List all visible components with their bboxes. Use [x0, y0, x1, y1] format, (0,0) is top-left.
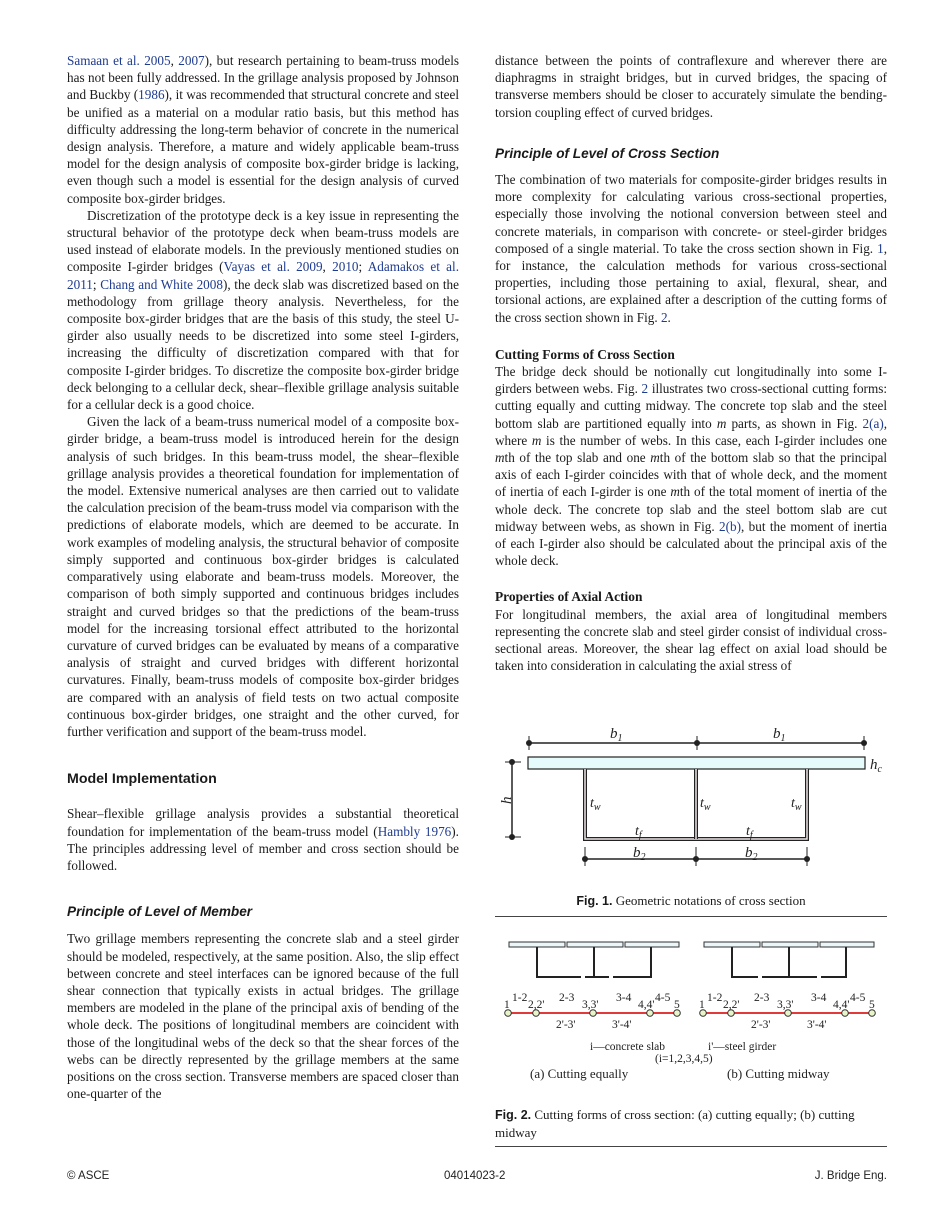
svg-text:2-3: 2-3 — [754, 992, 770, 1004]
svg-text:tw: $t_w$ — [700, 796, 711, 813]
svg-text:(b) Cutting midway: (b) Cutting midway — [727, 1066, 830, 1081]
svg-text:tw: $t_w$ — [791, 796, 802, 813]
figure-link[interactable]: 2(a) — [862, 415, 884, 431]
figure-link[interactable]: 2 — [641, 381, 649, 397]
left-column — [67, 52, 459, 1102]
footer-copyright: © ASCE — [67, 1170, 110, 1182]
svg-text:tf: $t_f$ — [635, 824, 642, 841]
figure-link[interactable]: 2(b) — [719, 518, 741, 534]
svg-text:i'—steel girder: i'—steel girder — [708, 1041, 777, 1053]
footer-journal: J. Bridge Eng. — [814, 1170, 887, 1182]
svg-text:tw: $t_w$ — [590, 796, 601, 813]
paragraph-grillage-members: Two grillage members representing the concrete slab and a steel girder should be modeled, respectively, at the same position. Also, the slip effect between concrete and steel interfaces can be ignored because of the full shear connection that typically exists in actual bridges. The grillage members are modeled in the plane of the principal axis of bending of the whole deck. The positions of longitudinal members are coincident with those of the longitudinal webs of the deck so that the shear forces of the webs can be directly represented by the grillage members at the same positions on the cross section. Transverse members are spaced closer than one-quarter of the — [67, 931, 459, 1102]
svg-text:3,3': 3,3' — [582, 999, 599, 1011]
heading-cutting-forms: Cutting Forms of Cross Section — [495, 346, 675, 362]
paragraph-combination: The combination of two materials for composite-girder bridges results in more complexity for calculating various cross-sectional properties, especially those involving the notional conversion between steel and concrete materials, in comparison with concrete- or steel-girder bridges composed of a single material. To take the cross section shown in Fig. 1, for instance, the calculation methods for various cross-sectional properties, including those pertaining to axial, flexural, shear, and torsional actions, are explained after a description of the cutting forms of the cross section shown in Fig. 2. — [495, 172, 887, 325]
svg-text:i—concrete slab: i—concrete slab — [590, 1041, 666, 1053]
svg-text:1: 1 — [699, 999, 705, 1011]
svg-text:3,3': 3,3' — [777, 999, 794, 1011]
citation-link[interactable]: 2007 — [178, 53, 205, 68]
svg-text:4-5: 4-5 — [655, 992, 671, 1004]
svg-text:(a) Cutting equally: (a) Cutting equally — [530, 1066, 629, 1081]
citation-link[interactable]: 1986 — [138, 87, 165, 103]
paragraph-transverse-continued: distance between the points of contraflexure and wherever there are diaphragms in straight bridges, but in curved bridges, the spacing of transverse members should be closer to accurately simulate the bending-torsion coupling effect of curved bridges. — [495, 53, 887, 120]
svg-text:hc: $h_c$ — [870, 757, 882, 775]
svg-text:(i=1,2,3,4,5): (i=1,2,3,4,5) — [655, 1053, 713, 1065]
heading-axial-action: Properties of Axial Action — [495, 589, 643, 605]
citation-link[interactable]: Vayas et al. 2009 — [223, 259, 323, 275]
figure-2 — [495, 935, 887, 1145]
footer-article-number: 04014023-2 — [444, 1170, 506, 1182]
svg-text:2,2': 2,2' — [528, 999, 545, 1011]
svg-text:3'-4': 3'-4' — [612, 1019, 632, 1031]
svg-text:5: 5 — [869, 999, 875, 1011]
figure-1-caption: Fig. 1. Geometric notations of cross section — [576, 893, 806, 908]
figure-1 — [495, 722, 887, 910]
paragraph-axial-action: For longitudinal members, the axial area of longitudinal members representing the concrete slab and steel girder consist of individual cross-sectional areas. Moreover, the shear lag effect on axial load should be taken into consideration in calculating the axial stress of — [495, 606, 887, 674]
svg-text:2'-3': 2'-3' — [556, 1019, 576, 1031]
citation-link[interactable]: Chang and White 2008 — [100, 276, 223, 292]
figure-1-divider — [495, 916, 887, 917]
citation-link[interactable]: Adamakos et al. 2011 — [67, 259, 460, 292]
svg-text:2,2': 2,2' — [723, 999, 740, 1011]
paragraph-given-lack: Given the lack of a beam-truss numerical model of a composite box-girder bridge, a beam-truss model is introduced herein for the design analysis of such bridges. In this beam-truss model, the shear–flexible grillage analysis provides a theoretical foundation for implementation of the model. Extensive numerical analyses are then carried out to validate the calculation precision of the beam-truss model via comparison with the predictions of elaborate models, which are deemed to be accurate. In work examples of modeling analysis, the structural behavior of composite simply supported and continuous box-girder bridges is calculated comparatively using elaborate and beam-truss models. Moreover, the comparison of both simply supported and continuous bridges includes straight and curved bridges so that the predictions of the beam-truss model for the increasing torsional effect attributed to the horizontal curvature of curved bridges can be evaluated by means of a comparative analysis of straight and curved bridges with different horizontal curvatures. Finally, beam-truss models of composite box-girder bridges are compared with an analysis of field tests on two actual composite continuous box-girder bridges, one straight and the other curved, for further verification and support of the beam-truss model. — [67, 414, 459, 739]
paragraph-cutting-forms: The bridge deck should be notionally cut longitudinally into some I-girders between webs. Fig. 2 illustrates two cross-sectional cutting forms: cutting equally and cutting midway. The concrete top slab and the steel bottom slab are partitioned equally into m parts, as shown in Fig. 2(a), where m is the number of webs. In this case, each I-girder includes one mth of the top slab and one mth of the bottom slab so that the principal axis of each I-girder coincides with that of whole deck, and the moment of inertia of each I-girder is one mth of the total moment of inertia of the whole deck. The concrete top slab and the steel bottom slab are cut midway between webs, as shown in Fig. 2(b), but the moment of inertia of each I-girder also should be calculated about the principal axis of the whole deck. — [495, 364, 888, 569]
svg-text:5: 5 — [674, 999, 680, 1011]
svg-text:1-2: 1-2 — [512, 992, 528, 1004]
svg-text:b2: $b_2$ — [745, 845, 758, 863]
figure-2-caption: Fig. 2. Cutting forms of cross section: (a) cutting equally; (b) cutting midway — [495, 1107, 855, 1140]
subheading-level-of-member: Principle of Level of Member — [67, 904, 253, 920]
figure-2-divider — [495, 1146, 887, 1147]
figure-link[interactable]: 2 — [660, 309, 668, 325]
section-heading-model-implementation: Model Implementation — [67, 771, 217, 788]
cutting-forms-diagram — [495, 935, 887, 1087]
svg-text:h: h — [499, 796, 515, 804]
svg-text:4,4': 4,4' — [638, 999, 655, 1011]
citation-link[interactable]: Hambly 1976 — [377, 823, 452, 839]
svg-text:b2: $b_2$ — [633, 845, 646, 863]
svg-text:3'-4': 3'-4' — [807, 1019, 827, 1031]
svg-text:1-2: 1-2 — [707, 992, 723, 1004]
paragraph-intro-continued: Samaan et al. 2005, 2007), but research pertaining to beam-truss models has not been fully addressed. In the grillage analysis proposed by Johnson and Buckby (1986), it was recommended that structural concrete and steel be unified as a material on a modular ratio basis, but this method has difficulty addressing the long-term behavior of concrete in the numerical design analysis. Therefore, a mature and widely applicable beam-truss model for the design analysis of composite box-girder bridge is lacking, even though such a model is essential for the design analysis of curved composite box-girder bridges. — [67, 53, 459, 206]
svg-text:b1: $b_1$ — [610, 726, 623, 744]
svg-text:3-4: 3-4 — [616, 992, 632, 1004]
paragraph-shear-flexible: Shear–flexible grillage analysis provides a substantial theoretical foundation for implementation of the beam-truss model (Hambly 1976). The principles addressing level of member and cross section should be followed. — [67, 806, 459, 873]
svg-text:3-4: 3-4 — [811, 992, 827, 1004]
svg-text:4-5: 4-5 — [850, 992, 866, 1004]
svg-text:2-3: 2-3 — [559, 992, 575, 1004]
subheading-level-of-cross-section: Principle of Level of Cross Section — [495, 145, 720, 161]
paragraph-discretization: Discretization of the prototype deck is a key issue in representing the structural behavior of the prototype deck when beam-truss models are used instead of elaborate models. In the previously mentioned studies on composite I-girder bridges (Vayas et al. 2009, 2010; Adamakos et al. 2011; Chang and White 2008), the deck slab was discretized based on the methodology from grillage theory analysis. Nevertheless, for the composite box-girder bridges that are the basis of this study, the steel U-girder also usually needs to be discretized into some steel I-girders, increasing the difficulty of discretization compared with that for composite I-girder bridges. To discretize the composite box-girder bridge deck belonging to a cellular deck, shear–flexible grillage analysis suitable for a cellular deck is a good choice. — [67, 207, 460, 413]
svg-text:tf: $t_f$ — [746, 824, 753, 841]
svg-text:4,4': 4,4' — [833, 999, 850, 1011]
citation-link[interactable]: 2010 — [332, 259, 359, 275]
svg-text:1: 1 — [504, 999, 510, 1011]
cross-section-diagram — [495, 722, 887, 882]
figure-link[interactable]: 1 — [877, 240, 884, 256]
svg-text:2'-3': 2'-3' — [751, 1019, 771, 1031]
svg-text:b1: $b_1$ — [773, 726, 786, 744]
right-column — [495, 52, 887, 675]
citation-link[interactable]: Samaan et al. 2005 — [67, 53, 171, 68]
